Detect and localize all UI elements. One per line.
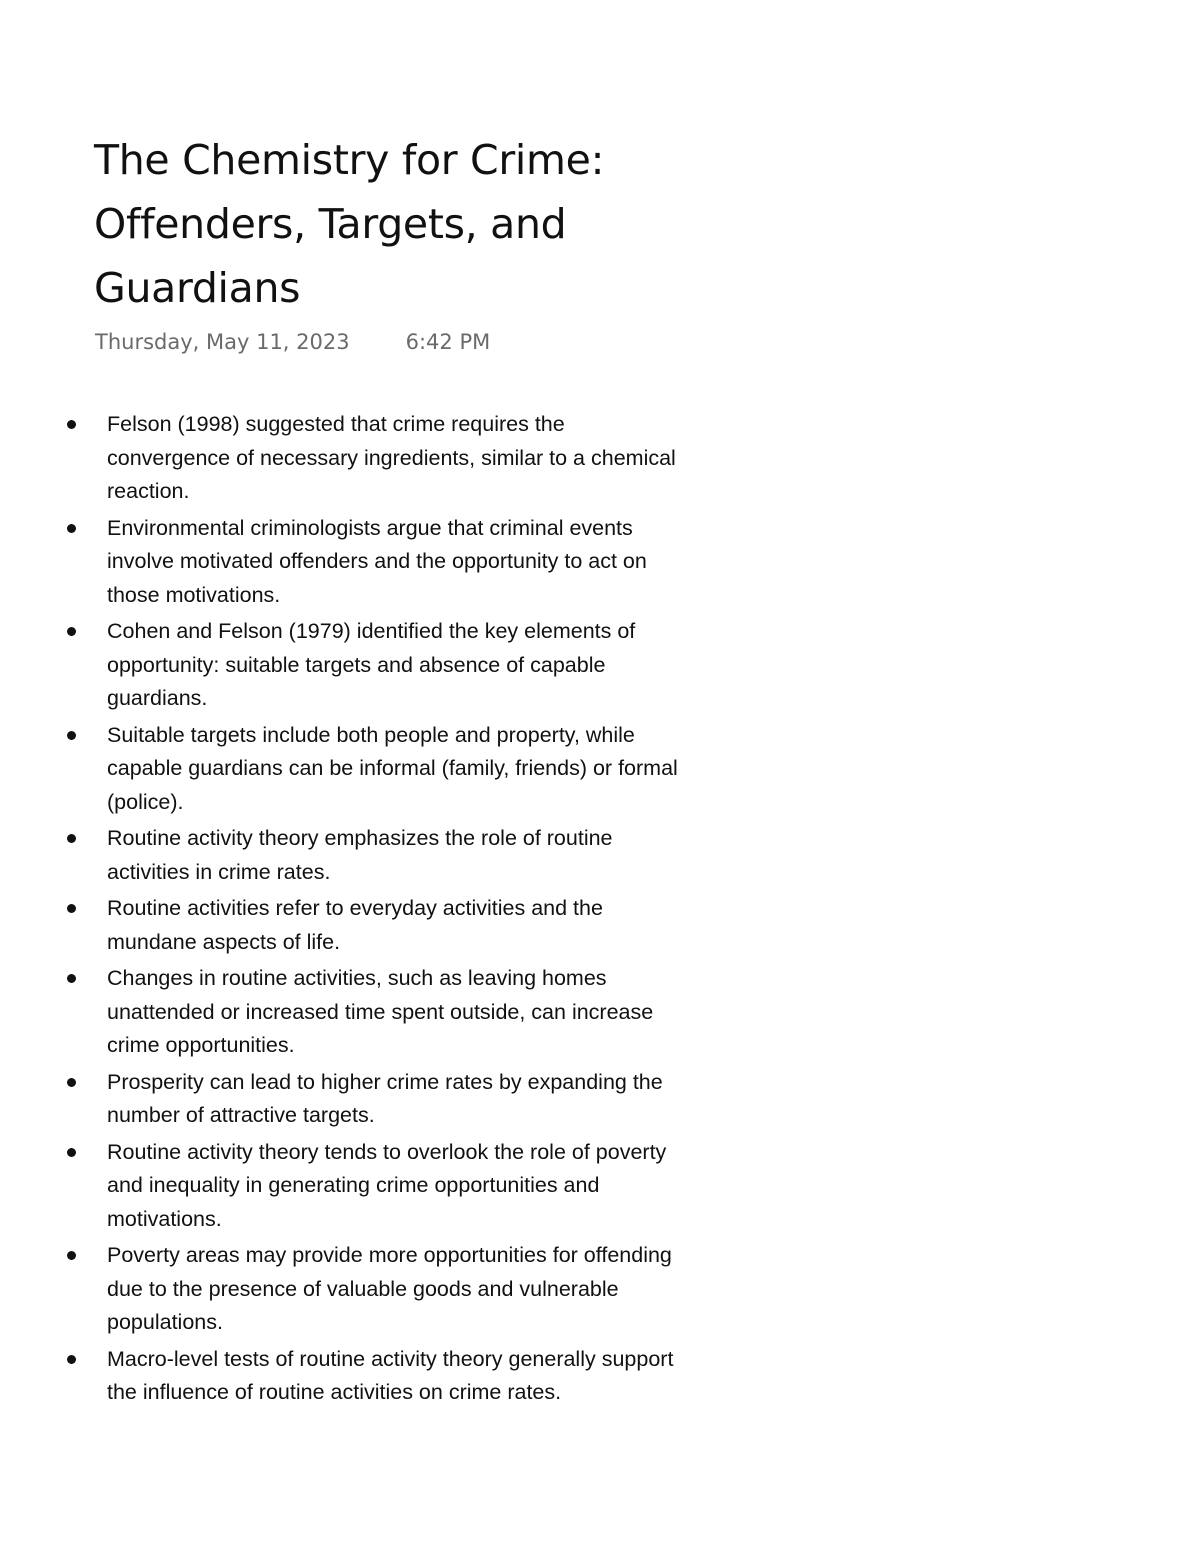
bullet-icon — [67, 420, 76, 429]
list-item-text: Suitable targets include both people and property, while capable guardians can be informal (family, friends) or formal (police). — [107, 722, 678, 814]
bullet-icon — [67, 1078, 76, 1087]
list-item[interactable] — [62, 512, 682, 613]
list-item-text: Prosperity can lead to higher crime rates by expanding the number of attractive targets. — [107, 1069, 663, 1127]
list-item[interactable] — [62, 892, 682, 959]
list-item[interactable] — [62, 822, 682, 889]
list-item-text: Cohen and Felson (1979) identified the key elements of opportunity: suitable targets and absence of capable guardians. — [107, 619, 636, 710]
list-item[interactable] — [62, 962, 682, 1063]
list-item[interactable] — [62, 1239, 682, 1340]
bullet-icon — [67, 1251, 76, 1260]
list-item[interactable] — [62, 408, 682, 509]
bullet-icon — [67, 1355, 76, 1364]
bullet-icon — [67, 524, 76, 533]
list-item[interactable] — [62, 1136, 682, 1237]
bullet-icon — [67, 904, 76, 913]
list-item-text: Macro-level tests of routine activity theory generally support the influence of routine activities on crime rates. — [107, 1346, 674, 1404]
list-item-text: Changes in routine activities, such as leaving homes unattended or increased time spent outside, can increase crime opportunities. — [107, 966, 654, 1057]
note-date: Thursday, May 11, 2023 — [95, 330, 350, 354]
list-item-text: Routine activity theory tends to overlook the role of poverty and inequality in generating crime opportunities and motivations. — [107, 1139, 667, 1231]
list-item-text: Environmental criminologists argue that criminal events involve motivated offenders and the opportunity to act on those motivations. — [107, 515, 647, 607]
bullet-icon — [67, 974, 76, 983]
note-time: 6:42 PM — [405, 330, 491, 354]
list-item-text: Routine activity theory emphasizes the role of routine activities in crime rates. — [107, 826, 613, 884]
list-item[interactable] — [62, 1066, 682, 1133]
list-item-text: Felson (1998) suggested that crime requires the convergence of necessary ingredients, similar to a chemical reaction. — [107, 412, 676, 503]
list-item-text: Routine activities refer to everyday activities and the mundane aspects of life. — [107, 896, 603, 954]
note-timestamp — [95, 326, 490, 358]
list-item[interactable] — [62, 615, 682, 716]
list-item[interactable] — [62, 719, 682, 820]
bullet-icon — [67, 731, 76, 740]
bullet-list — [62, 408, 682, 1410]
bullet-icon — [67, 627, 76, 636]
bullet-icon — [67, 834, 76, 843]
list-item[interactable] — [62, 1343, 682, 1410]
list-item-text: Poverty areas may provide more opportunities for offending due to the presence of valuable goods and vulnerable populations. — [107, 1243, 672, 1334]
note-title[interactable]: The Chemistry for Crime: Offenders, Targets, and Guardians — [94, 136, 605, 312]
note-body[interactable] — [62, 408, 682, 1438]
bullet-icon — [67, 1148, 76, 1157]
